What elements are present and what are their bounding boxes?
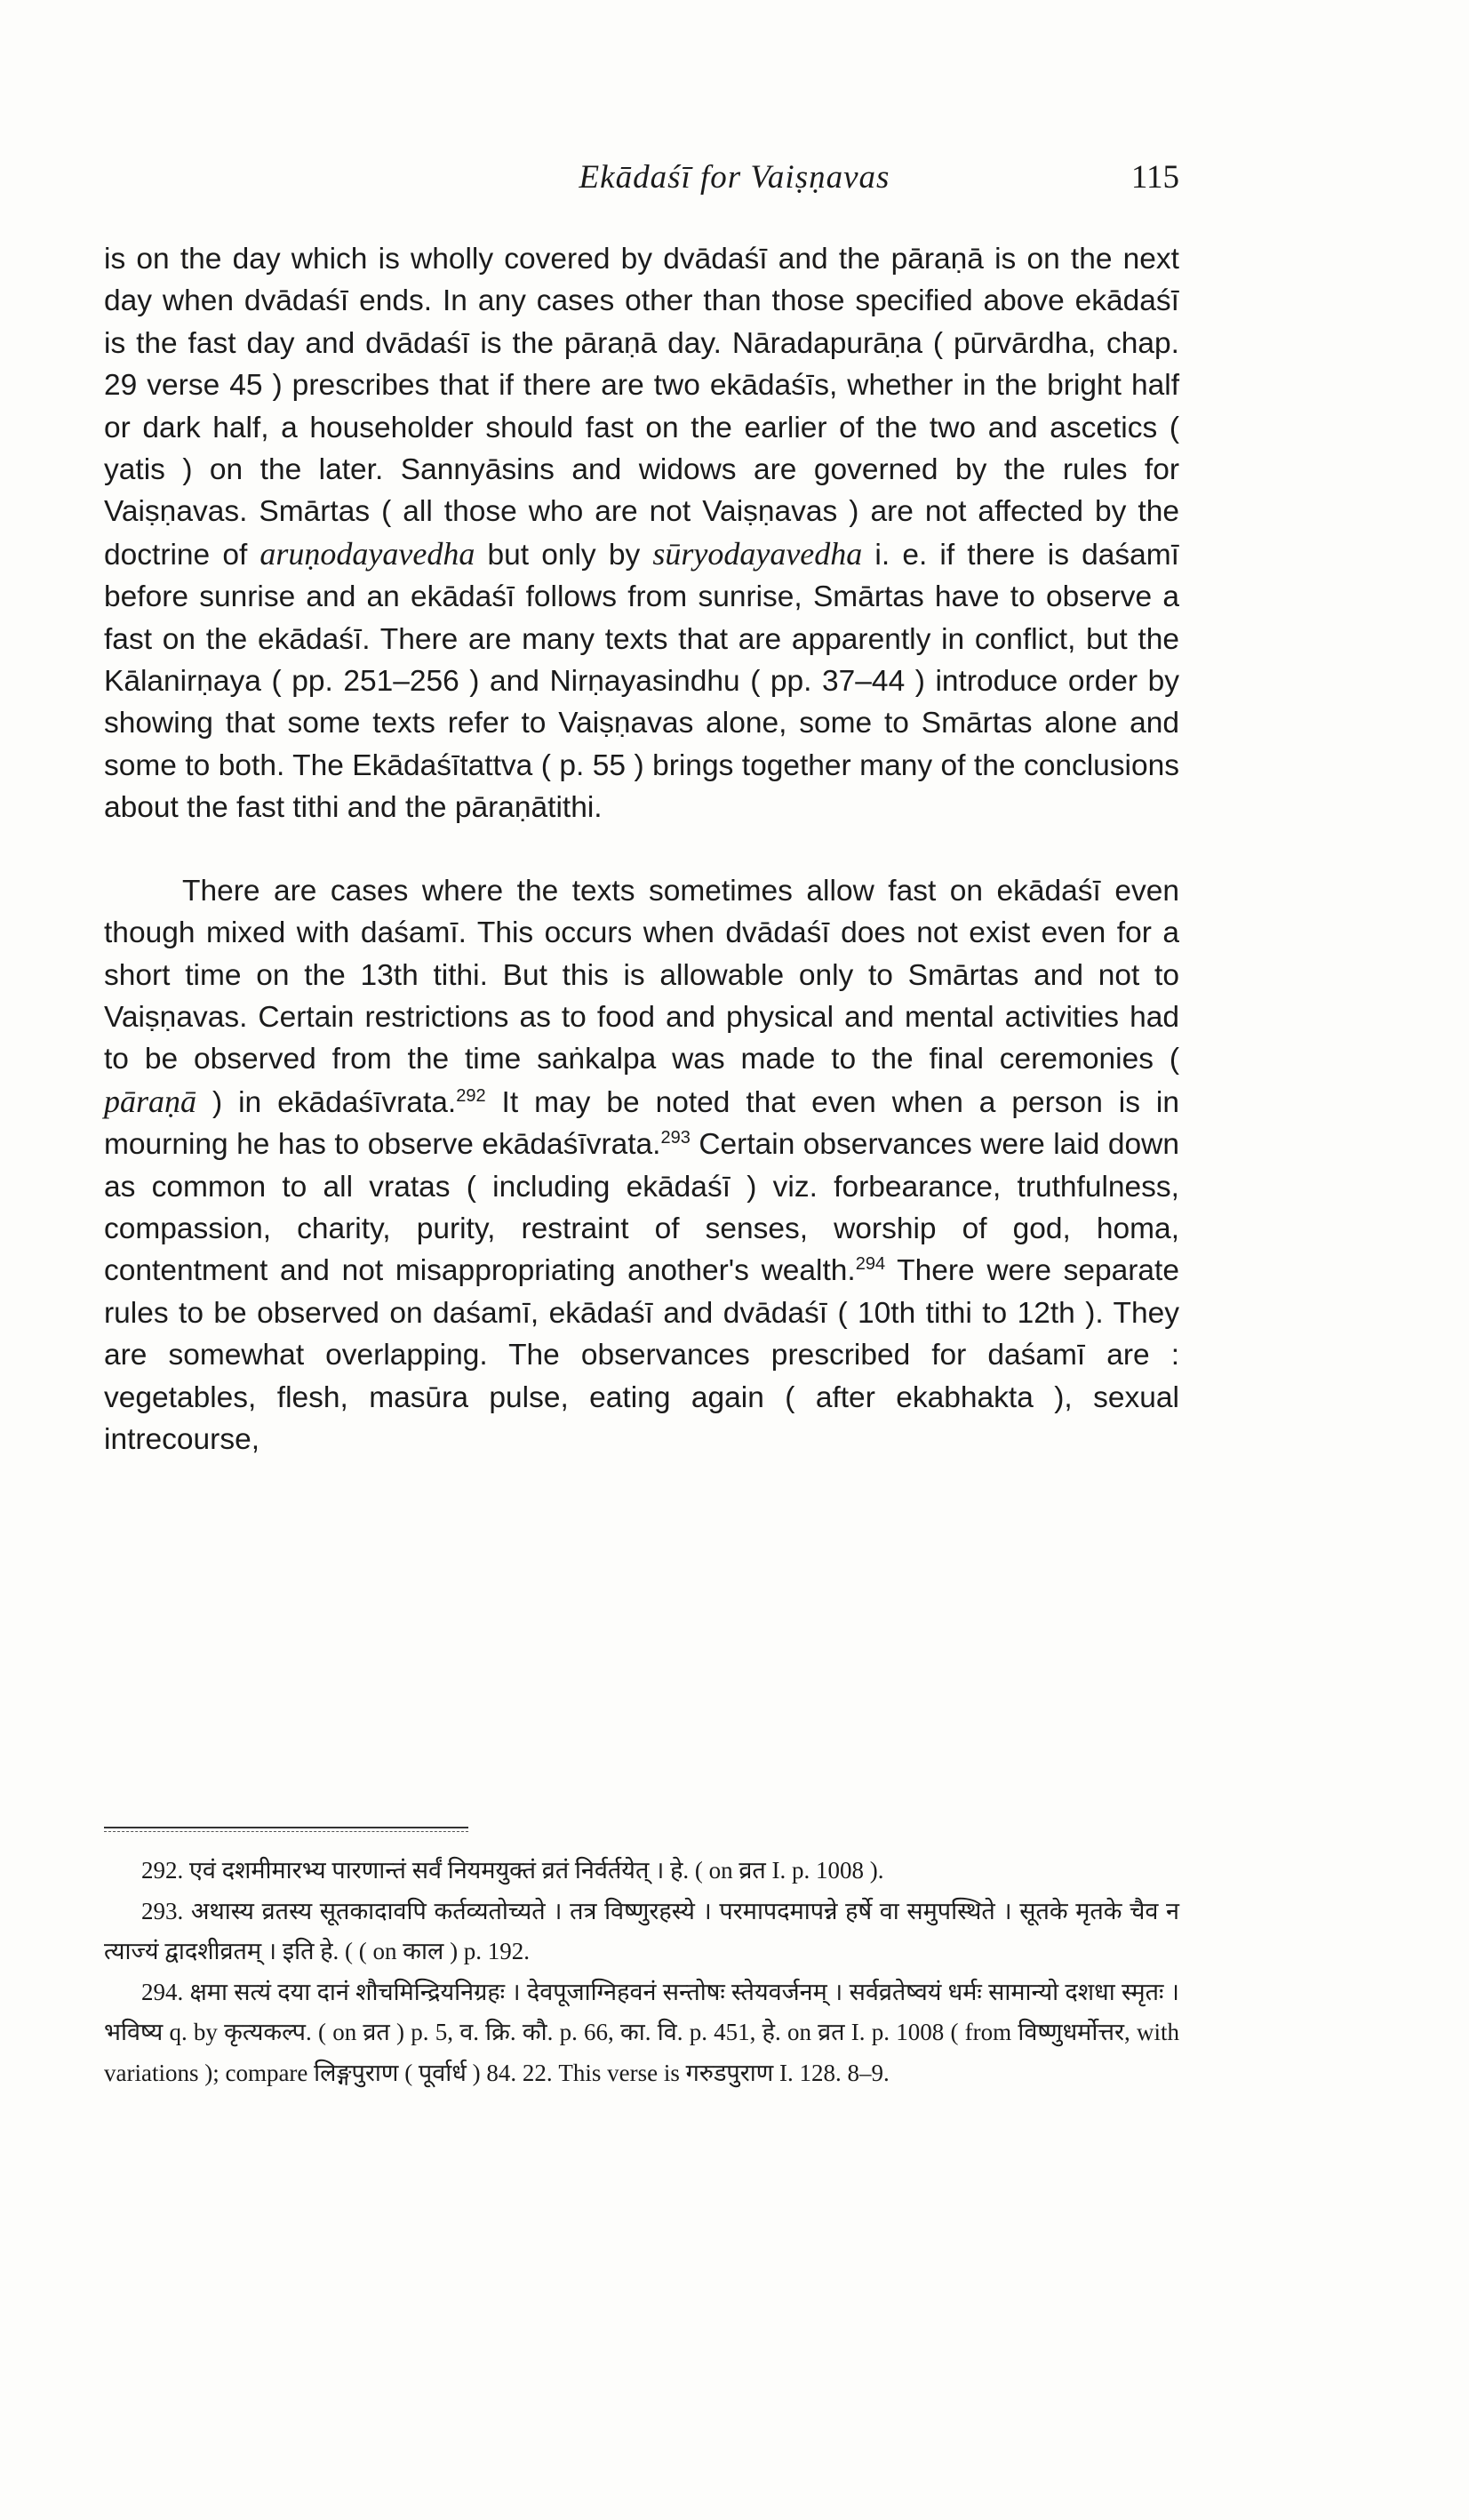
paragraph-2 <box>104 870 1179 1461</box>
paragraph-text: There were separate rules to be observed on daśamī, ekādaśī and dvādaśī ( 10th tithi to 12th ). They are somewhat overlapping. The observances prescribed for daśamī are : vegetables, flesh, masūra pulse, eating again ( after ekabhakta ), sexual intrecourse, <box>104 1254 1179 1456</box>
paragraph-text: ) in ekādaśīvrata. <box>196 1085 457 1119</box>
paragraph-1 <box>104 238 1179 829</box>
italic-term: sūryodayavedha <box>652 535 863 572</box>
running-head: Ekādaśī for Vaiṣṇavas <box>579 159 890 196</box>
italic-term: aruṇodayavedha <box>259 535 475 572</box>
footnote-293: 293. अथास्य व्रतस्य सूतकादावपि कर्तव्यतोच्यते । तत्र विष्णुरहस्ये । परमापदमापन्ने हर्षे वा समुपस्थिते । सूतके मृतके चैव न त्याज्यं द्वादशीव्रतम् । इति हे. ( ( on काल ) p. 192. <box>104 1897 1179 1964</box>
paragraph-text: It may be noted that even when a person is in mourning he has to observe ekādaśīvrata. <box>104 1085 1179 1162</box>
footnote-divider <box>104 1827 468 1832</box>
paragraph-text: is on the day which is wholly covered by dvādaśī and the pāraṇā is on the next day when dvādaśī ends. In any cases other than those specified above ekādaśī is the fast day and dvādaśī is the pāraṇā day. Nāradapurāṇa ( pūrvārdha, chap. 29 verse 45 ) prescribes that if there are two ekādaśīs, whether in the bright half or dark half, a householder should fast on the earlier of the two and ascetics ( yatis ) on the later. Sannyāsins and widows are governed by the rules for Vaiṣṇavas. Smārtas ( all those who are not Vaiṣṇavas ) are not affected by the doctrine of <box>104 243 1179 572</box>
paragraph-text: i. e. if there is daśamī before sunrise and an ekādaśī follows from sunrise, Smārtas have to observe a fast on the ekādaśī. There are many texts that are apparently in conflict, but the Kālanirṇaya ( pp. 251–256 ) and Nirṇayasindhu ( pp. 37–44 ) introduce order by showing that some texts refer to Vaiṣṇavas alone, some to Smārtas alone and some to both. The Ekādaśītattva ( p. 55 ) brings together many of the conclusions about the fast tithi and the pāraṇātithi. <box>104 538 1179 825</box>
body-text <box>104 238 1179 1460</box>
paragraph-text: but only by <box>475 538 653 572</box>
footnote-ref-294[interactable]: 294 <box>855 1254 886 1275</box>
footnote-294: 294. क्षमा सत्यं दया दानं शौचमिन्द्रियनिग्रहः । देवपूजाग्निहवनं सन्तोषः स्तेयवर्जनम् । सर्वव्रतेष्वयं धर्मः सामान्यो दशधा स्मृतः । भविष्य q. by कृत्यकल्प. ( on व्रत ) p. 5, व. क्रि. कौ. p. 66, का. वि. p. 451, हे. on व्रत I. p. 1008 ( from विष्णुधर्मोत्तर, with variations ); compare लिङ्गपुराण ( पूर्वार्ध ) 84. 22. This verse is गरुडपुराण I. 128. 8–9. <box>104 1978 1179 2086</box>
paragraph-text: Certain observances were laid down as common to all vratas ( including ekādaśī ) viz. forbearance, truthfulness, compassion, charity, purity, restraint of senses, worship of god, homa, contentment and not misappropriating another's wealth. <box>104 1128 1179 1288</box>
footnotes <box>104 1851 1179 2093</box>
footnote-292: 292. एवं दशमीमारभ्य पारणान्तं सर्वं नियमयुक्तं व्रतं निर्वर्तयेत् । हे. ( on व्रत I. p. 1008 ). <box>141 1857 884 1884</box>
page-header <box>0 158 1469 212</box>
paragraph-text: There are cases where the texts sometimes allow fast on ekādaśī even though mixed with daśamī. This occurs when dvādaśī does not exist even for a short time on the 13th tithi. But this is allowable only to Smārtas and not to Vaiṣṇavas. Certain restrictions as to food and physical and mental activities had to be observed from the time saṅkalpa was made to the final ceremonies ( <box>104 874 1179 1076</box>
footnote-ref-293[interactable]: 293 <box>660 1128 691 1148</box>
italic-term: pāraṇā <box>104 1083 197 1119</box>
page-number: 115 <box>1130 159 1179 196</box>
footnote-ref-292[interactable]: 292 <box>456 1085 486 1106</box>
